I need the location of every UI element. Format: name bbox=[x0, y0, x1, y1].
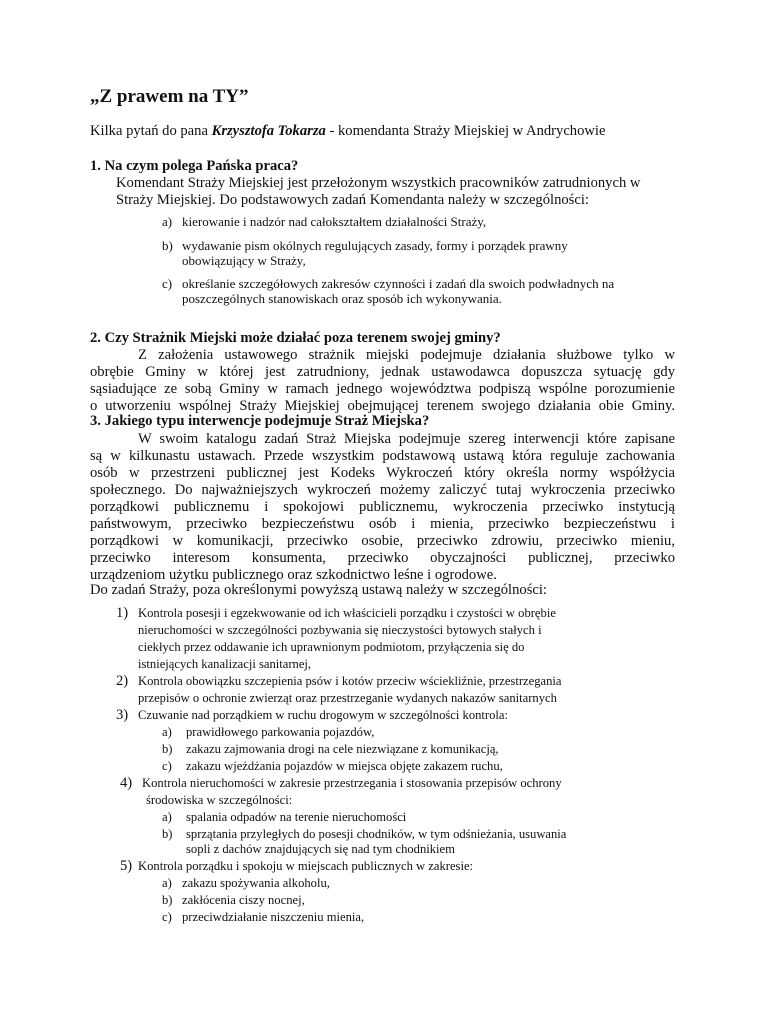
q2-text-line: Z założenia ustawowego strażnik miejski podejmuje działania służbowe tylko w bbox=[138, 347, 675, 363]
q2-text-line: o utworzeniu wspólnej Straży Miejskiej obejmującej terenem swojego działania obie Gminy. bbox=[90, 398, 675, 414]
q3-text-line: państwowym, przeciwko bezpieczeństwu osób i mienia, przeciwko bezpieczeństwu i bbox=[90, 516, 675, 532]
q1-item-marker: b) bbox=[162, 238, 173, 253]
question-3-heading: 3. Jakiego typu interwencje podejmuje Straż Miejska? bbox=[90, 413, 430, 429]
q3-subitem-line: zakazu wjeżdżania pojazdów w miejsca objęte zakazem ruchu, bbox=[186, 759, 503, 773]
interviewee-name: Krzysztofa Tokarza bbox=[211, 123, 326, 139]
q3-item-line: Kontrola nieruchomości w zakresie przestrzegania i stosowania przepisów ochrony bbox=[142, 776, 562, 790]
q3-item-marker: 1) bbox=[116, 605, 129, 621]
q3-subitem-marker: a) bbox=[162, 725, 172, 739]
intro-line bbox=[90, 123, 605, 140]
document-title: „Z prawem na TY” bbox=[90, 86, 249, 107]
q1-item-line: określanie szczegółowych zakresów czynności i zadań dla swoich podwładnych na bbox=[182, 276, 615, 291]
q3-subitem-marker: b) bbox=[162, 742, 173, 756]
q1-item-line: poszczególnych stanowiskach oraz sposób ich wykonywania. bbox=[182, 291, 502, 306]
q3-text-line: porządkowi publicznemu i spokojowi publicznemu, wykroczenia przeciwko instytucją bbox=[90, 499, 675, 515]
q1-item-line: wydawanie pism okólnych regulujących zasady, formy i porządek prawny bbox=[182, 238, 568, 253]
q1-item-marker: c) bbox=[162, 276, 173, 291]
intro-prefix: Kilka pytań do pana bbox=[90, 123, 212, 139]
q3-item-marker: 5) bbox=[120, 858, 133, 874]
q3-subitem-line: spalania odpadów na terenie nieruchomości bbox=[186, 810, 407, 824]
q3-subitem-marker: b) bbox=[162, 893, 173, 907]
q3-subitem-line: sprzątania przyległych do posesji chodników, w tym odśnieżania, usuwania bbox=[186, 827, 567, 841]
q3-text-line: osób w przestrzeni publicznej jest Kodeks Wykroczeń który określa normy współżycia bbox=[90, 465, 675, 481]
q3-subitem-line: sopli z dachów znajdujących się nad tym chodnikiem bbox=[186, 842, 455, 856]
q3-subitem-line: zakazu zajmowania drogi na cele niezwiązane z komunikacją, bbox=[186, 742, 499, 756]
q3-item-line: Czuwanie nad porządkiem w ruchu drogowym w szczególności kontrola: bbox=[138, 708, 509, 722]
q3-item-marker: 3) bbox=[116, 707, 129, 723]
q3-item-line: istniejących kanalizacji sanitarnej, bbox=[138, 657, 312, 671]
q3-text-line: przeciwko interesom konsumenta, przeciwko obyczajności publicznej, przeciwko bbox=[90, 550, 675, 566]
q3-item-line: środowiska w szczególności: bbox=[146, 793, 293, 807]
q3-subitem-marker: a) bbox=[162, 876, 172, 890]
q2-text-line: sąsiadujące ze sobą Gminy w ramach jednego województwa podpiszą wspólne porozumienie bbox=[90, 381, 675, 397]
q3-item-line: ciekłych przez oddawanie ich uprawnionym podmiotom, przyłączenia się do bbox=[138, 640, 525, 654]
q3-item-line: nieruchomości w szczególności pozbywania się nieczystości bytowych stałych i bbox=[138, 623, 542, 637]
q3-subitem-line: przeciwdziałanie niszczeniu mienia, bbox=[182, 910, 365, 924]
q1-item-line: obowiązujący w Straży, bbox=[182, 253, 306, 268]
q3-subitem-line: zakazu spożywania alkoholu, bbox=[182, 876, 330, 890]
q3-text-line: porządkowi w komunikacji, przeciwko osobie, przeciwko zdrowiu, przeciwko mieniu, bbox=[90, 533, 675, 549]
q3-text-line: są w kilkunastu ustawach. Przede wszystkim podstawową ustawą która reguluje zachowania bbox=[90, 448, 675, 464]
intro-suffix: - komendanta Straży Miejskiej w Andrychowie bbox=[325, 123, 606, 139]
q1-text-line: Komendant Straży Miejskiej jest przełożonym wszystkich pracowników zatrudnionych w bbox=[116, 175, 641, 191]
q3-subitem-marker: a) bbox=[162, 810, 172, 824]
q3-subitem-marker: c) bbox=[162, 910, 172, 924]
q3-text-line: W swoim katalogu zadań Straż Miejska podejmuje szereg interwencji które zapisane bbox=[138, 431, 675, 447]
q3-item-marker: 4) bbox=[120, 775, 133, 791]
q1-item-marker: a) bbox=[162, 214, 173, 229]
q3-text-line: Do zadań Straży, poza określonymi powyższą ustawą należy w szczególności: bbox=[90, 582, 547, 598]
q1-text-line: Straży Miejskiej. Do podstawowych zadań Komendanta należy w szczególności: bbox=[116, 192, 589, 208]
q3-subitem-marker: c) bbox=[162, 759, 172, 773]
q3-subitem-line: prawidłowego parkowania pojazdów, bbox=[186, 725, 375, 739]
q3-item-line: Kontrola porządku i spokoju w miejscach publicznych w zakresie: bbox=[138, 859, 474, 873]
q3-item-line: Kontrola obowiązku szczepienia psów i kotów przeciw wściekliźnie, przestrzegania bbox=[138, 674, 562, 688]
question-2-heading: 2. Czy Strażnik Miejski może działać poza terenem swojej gminy? bbox=[90, 330, 501, 346]
q3-item-line: Kontrola posesji i egzekwowanie od ich właścicieli porządku i czystości w obrębie bbox=[138, 606, 556, 620]
q3-item-marker: 2) bbox=[116, 673, 129, 689]
q3-item-line: przepisów o ochronie zwierząt oraz przestrzeganie wydanych nakazów sanitarnych bbox=[138, 691, 557, 705]
question-1-heading: 1. Na czym polega Pańska praca? bbox=[90, 158, 299, 174]
q2-text-line: obrębie Gminy w której jest zatrudniony, jednak ustawodawca dopuszcza sytuację gdy bbox=[90, 364, 675, 380]
q3-subitem-marker: b) bbox=[162, 827, 173, 841]
q3-text-line: urządzeniom użytku publicznego oraz szkodnictwo leśne i ogrodowe. bbox=[90, 567, 497, 583]
q3-subitem-line: zakłócenia ciszy nocnej, bbox=[182, 893, 305, 907]
q3-text-line: społecznego. Do najważniejszych wykroczeń możemy zaliczyć tutaj wykroczenia przeciwko bbox=[90, 482, 675, 498]
q1-item-line: kierowanie i nadzór nad całokształtem działalności Straży, bbox=[182, 214, 487, 229]
